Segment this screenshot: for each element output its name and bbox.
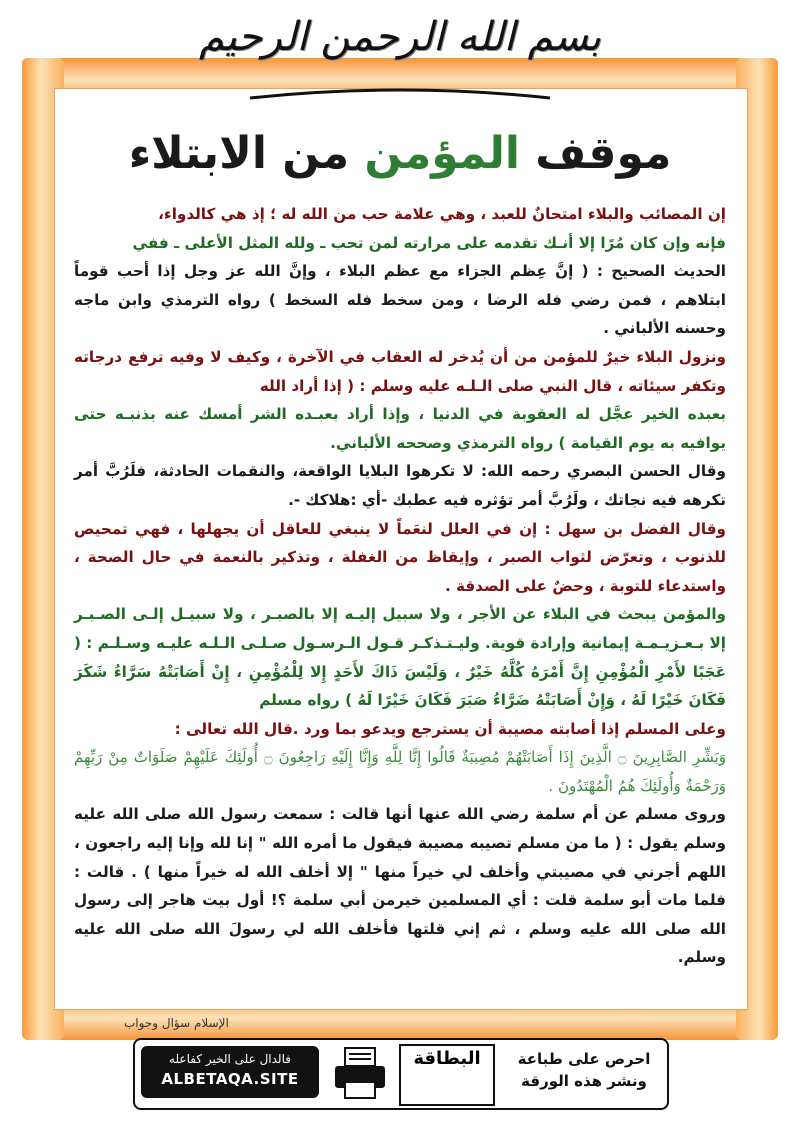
page-title bbox=[0, 128, 800, 179]
footer-banner bbox=[133, 1038, 669, 1110]
basmala-calligraphy: بسم الله الرحمن الرحيم bbox=[198, 14, 602, 60]
paragraph: وعلى المسلم إذا أصابته مصيبة أن يسترجع ويدعو بما ورد .قال الله تعالى : bbox=[174, 719, 726, 738]
footer-arabic-tagline: فالدال على الخير كفاعله bbox=[169, 1052, 291, 1066]
footer-site-box bbox=[141, 1046, 319, 1098]
paragraph: وقال الفضل بن سهل : إن في العلل لنعَماً لا ينبغي للعاقل أن يجهلها ، فهي تمحيص للذنوب ، وتعرّض لثواب الصبر ، وإيقاظ من الغفلة ، وتذكير بالنعمة في حال الصحة ، واستدعاء للتوبة ، وحضٌ على الصدقة . bbox=[74, 519, 726, 595]
paragraph: وروى مسلم عن أم سلمة رضي الله عنها أنها قالت : سمعت رسول الله صلى الله عليه وسلم يقول : ( ما من مسلم تصيبه مصيبة فيقول ما أمره الله " إنا لله وإنا إليه راجعون ، اللهم أجرني في مصيبتي وأخلف لي خيراً منها " إلا أخلف الله له خيراً منها ) . قالت : فلما مات أبو سلمة قلت : أي المسلمين خيرمن أبي سلمة ؟! أول بيت هاجر إلى رسول الله صلى الله عليه وسلم ، ثم إني قلتها فأخلف الله لي رسولَ الله صلى الله عليه وسلم. bbox=[74, 805, 726, 967]
basmala-underline bbox=[250, 86, 550, 102]
footer-print-note bbox=[509, 1048, 659, 1092]
source-credit: الإسلام سؤال وجواب bbox=[124, 1016, 229, 1030]
paragraph: الحديث الصحيح : ( إنَّ عِظم الجزاء مع عظم البلاء ، وإنَّ الله عز وجل إذا أحب قوماً ابتلاهم ، فمن رضي فله الرضا ، ومن سخط فله السخط ) رواه الترمذي وابن ماجه وحسنه الألباني . bbox=[74, 262, 726, 338]
footer-print-line-2: ونشر هذه الورقة bbox=[521, 1072, 647, 1090]
article-body bbox=[74, 200, 726, 972]
paragraph: وقال الحسن البصري رحمه الله: لا تكرهوا البلايا الواقعة، والنقمات الحادثة، فلَرُبَّ أمر تكرهه فيه نجاتك ، ولَرُبَّ أمر تؤثره فيه عطبك -أي :هلاكك -. bbox=[74, 462, 726, 509]
printer-icon bbox=[331, 1046, 389, 1100]
quran-verse: وَبَشِّرِ الصَّابِرِينَ ۝ الَّذِينَ إِذَا أَصَابَتْهُمْ مُصِيبَةٌ قَالُوا إِنَّا لِلَّهِ وَإِنَّا إِلَيْهِ رَاجِعُونَ ۝ أُولَئِكَ عَلَيْهِمْ صَلَوَاتٌ مِنْ رَبِّهِمْ وَرَحْمَةٌ وَأُولَئِكَ هُمُ الْمُهْتَدُونَ . bbox=[74, 748, 726, 795]
paragraph: بعبده الخير عجَّل له العقوبة في الدنيا ، وإذا أراد بعبـده الشر أمسك عنه بذنبـه حتى يوافيه به يوم القيامة ) رواه الترمذي وصححه الألباني. bbox=[74, 405, 726, 452]
paragraph: إن المصائب والبلاء امتحانٌ للعبد ، وهي علامة حب من الله له ؛ إذ هي كالدواء، bbox=[158, 205, 726, 223]
paragraph: فإنه وإن كان مُرًا إلا أنـك تقدمه على مرارته لمن تحب ـ ولله المثل الأعلى ـ ففي bbox=[132, 233, 726, 252]
paragraph: ونزول البلاء خيرٌ للمؤمن من أن يُدخر له العقاب في الآخرة ، وكيف لا وفيه ترفع درجاته وتكفر سيئاته ، قال النبي صلى الـلـه عليه وسلم : ( إذا أراد الله bbox=[74, 347, 726, 395]
footer-site-link[interactable]: ALBETAQA.SITE bbox=[161, 1070, 299, 1088]
title-part-2: المؤمن bbox=[364, 128, 520, 179]
albetaqa-logo bbox=[399, 1044, 495, 1106]
title-part-3: من الابتلاء bbox=[128, 128, 350, 179]
footer-print-line-1: احرص على طباعة bbox=[517, 1050, 651, 1068]
title-part-1: موقف bbox=[535, 128, 672, 179]
paragraph: والمؤمن يبحث في البلاء عن الأجر ، ولا سبيل إليـه إلا بالصبـر ، ولا سبيـل إلـى الصـبـر إلا بـعـزيـمـة إيمانية وإرادة قوية. وليـتـذكـر قـول الـرسـول صـلـى الـلـه عليـه وسـلـم : ( عَجَبًا لأَمْرِ الْمُؤْمِنِ إِنَّ أَمْرَهُ كُلَّهُ خَيْرٌ ، وَلَيْسَ ذَاكَ لأَحَدٍ إِلا لِلْمُؤْمِنِ ، إِنْ أَصَابَتْهُ سَرَّاءُ شَكَرَ فَكَانَ خَيْرًا لَهُ ، وَإِنْ أَصَابَتْهُ ضَرَّاءُ صَبَرَ فَكَانَ خَيْرًا لَهُ ) رواه مسلم bbox=[74, 605, 726, 710]
logo-text: البطاقة bbox=[413, 1048, 481, 1069]
